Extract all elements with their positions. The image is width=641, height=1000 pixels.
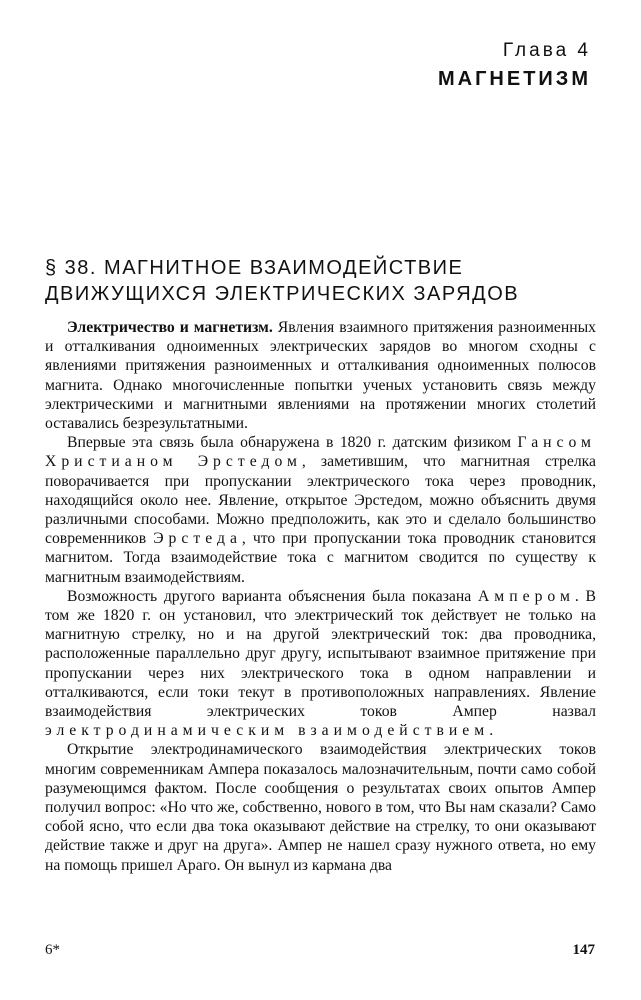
spaced-name-oersted-full: Гансом Христианом Эрстедом [45,434,596,471]
paragraph-3-text-c: . [489,722,494,740]
paragraph-2 [45,433,596,587]
paragraph-3-text-a: Возможность другого варианта объяснения была показана [67,587,478,605]
chapter-label: Глава 4 [502,40,591,61]
paragraph-2-text-c: , что при пропускании тока проводник становится магнитом. Тогда взаимодействие тока с магнитом сводится по существу к магнитным взаимодействиям. [45,530,596,586]
section-title-line-2: ДВИЖУЩИХСЯ ЭЛЕКТРИЧЕСКИХ ЗАРЯДОВ [45,283,520,305]
paragraph-3-text-b: . В том же 1820 г. он установил, что электрический ток действует не только на магнитную стрелку, но и на другой электрический ток: два проводника, расположенные параллельно друг другу, испытывают взаимное притяжение при пропускании через них электрического тока в одном направлении и отталкиваются, если токи текут в противоположных направлениях. Явление взаимодействия электрических токов Ампер назвал [45,587,596,721]
paragraph-1 [45,318,596,433]
paragraph-1-text: Явления взаимного притяжения разноименных и отталкивания одноименных электрических зарядов во многом сходны с явлениями притяжения разноименных и отталкивания одноименных полюсов магнита. Однако многочисленные попытки ученых установить связь между электрическими и магнитными явлениями на протяжении многих столетий оставались безрезультатными. [45,319,597,433]
spaced-name-ampere: Ампером [477,587,575,605]
paragraph-lead: Электричество и магнетизм. [67,319,273,336]
chapter-title: МАГНЕТИЗМ [437,68,591,90]
paragraph-2-text-b: , заметившим, что магнитная стрелка поворачивается при пропускании электрического тока через проводник, находящийся около нее. Явление, открытое Эрстедом, можно объяснить двумя различными способами. Можно предположить, как это и сделало большинство современников [45,453,596,548]
page-number: 147 [572,942,595,958]
spaced-name-oersted: Эрстеда [153,530,242,548]
paragraph-2-text-a: Впервые эта связь была обнаружена в 1820 г. датским физиком [67,434,518,452]
spaced-term-electrodynamic: электродинамическим взаимодействием [45,722,490,740]
paragraph-3 [45,587,596,741]
paragraph-4: Открытие электродинамического взаимодействия электрических токов многим современникам Ампера показалось малозначительным, почти само собой разумеющимся фактом. После сообщения о результатах своих опытов Ампер получил вопрос: «Но что же, собственно, нового в том, что Вы нам сказали? Само собой ясно, что если два тока оказывают действие на стрелку, то они оказывают действие также и друг на друга». Ампер не нашел сразу нужного ответа, но ему на помощь пришел Араго. Он вынул из кармана два [45,741,596,874]
section-title [45,255,605,307]
body-text [45,318,596,875]
printer-signature: 6* [45,942,60,958]
section-title-line-1: § 38. МАГНИТНОЕ ВЗАИМОДЕЙСТВИЕ [45,257,464,279]
